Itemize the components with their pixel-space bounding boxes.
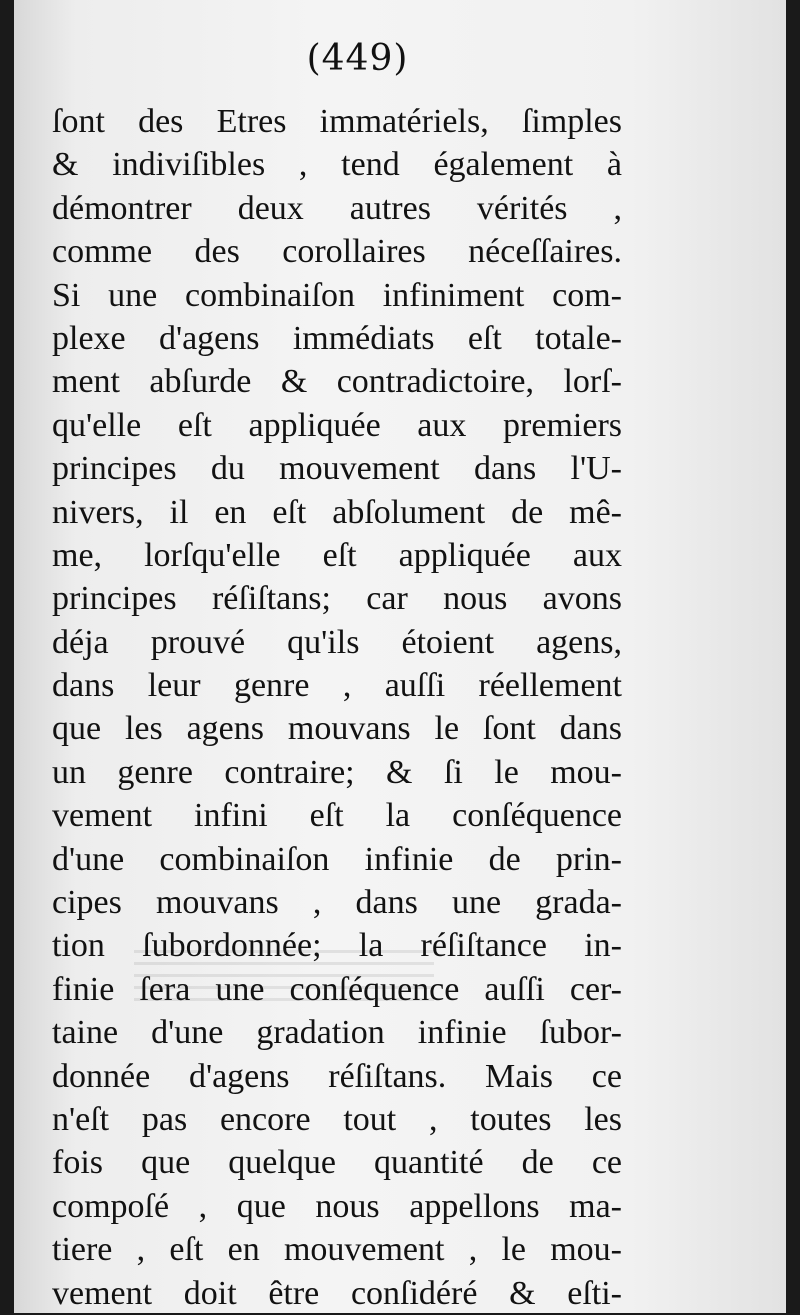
text-line: principes réſiſtans; car nous avons xyxy=(52,580,622,618)
body-text xyxy=(52,100,622,1315)
text-line: d'une combinaiſon infinie de prin- xyxy=(52,840,622,878)
text-line: ſont des Etres immatériels, ſimples xyxy=(52,103,622,140)
text-line: tiere , eſt en mouvement , le mou- xyxy=(52,1231,622,1269)
text-line: compoſé , que nous appellons ma- xyxy=(52,1187,622,1225)
text-line: que les agens mouvans le ſont dans xyxy=(52,710,622,748)
text-line: plexe d'agens immédiats eſt totale- xyxy=(52,319,622,357)
text-line: nivers, il en eſt abſolument de mê- xyxy=(52,493,622,531)
text-line: n'eſt pas encore tout , toutes les xyxy=(52,1100,622,1138)
text-line: qu'elle eſt appliquée aux premiers xyxy=(52,406,622,444)
text-line: démontrer deux autres vérités , xyxy=(52,189,622,227)
page-number: (449) xyxy=(306,38,409,79)
text-line: fois que quelque quantité de ce xyxy=(52,1144,622,1182)
text-line: donnée d'agens réſiſtans. Mais ce xyxy=(52,1057,622,1095)
text-line: un genre contraire; & ſi le mou- xyxy=(52,753,622,791)
text-line: déja prouvé qu'ils étoient agens, xyxy=(52,623,622,661)
text-line: principes du mouvement dans l'U- xyxy=(52,450,622,488)
text-line: taine d'une gradation infinie ſubor- xyxy=(52,1014,622,1052)
text-line: dans leur genre , auſſi réellement xyxy=(52,667,622,705)
text-line: comme des corollaires néceſſaires. xyxy=(52,233,622,271)
text-line: tion ſubordonnée; la réſiſtance in- xyxy=(52,927,622,965)
text-line: cipes mouvans , dans une grada- xyxy=(52,884,622,922)
text-line: finie ſera une conſéquence auſſi cer- xyxy=(52,970,622,1008)
text-line: vement infini eſt la conſéquence xyxy=(52,797,622,835)
book-page xyxy=(14,0,786,1313)
text-line: vement doit être conſidéré & eſti- xyxy=(52,1274,622,1312)
text-line: & indiviſibles , tend également à xyxy=(52,146,622,184)
text-line: me, lorſqu'elle eſt appliquée aux xyxy=(52,536,622,574)
text-line: Si une combinaiſon infiniment com- xyxy=(52,276,622,314)
text-line: ment abſurde & contradictoire, lorſ- xyxy=(52,363,622,401)
